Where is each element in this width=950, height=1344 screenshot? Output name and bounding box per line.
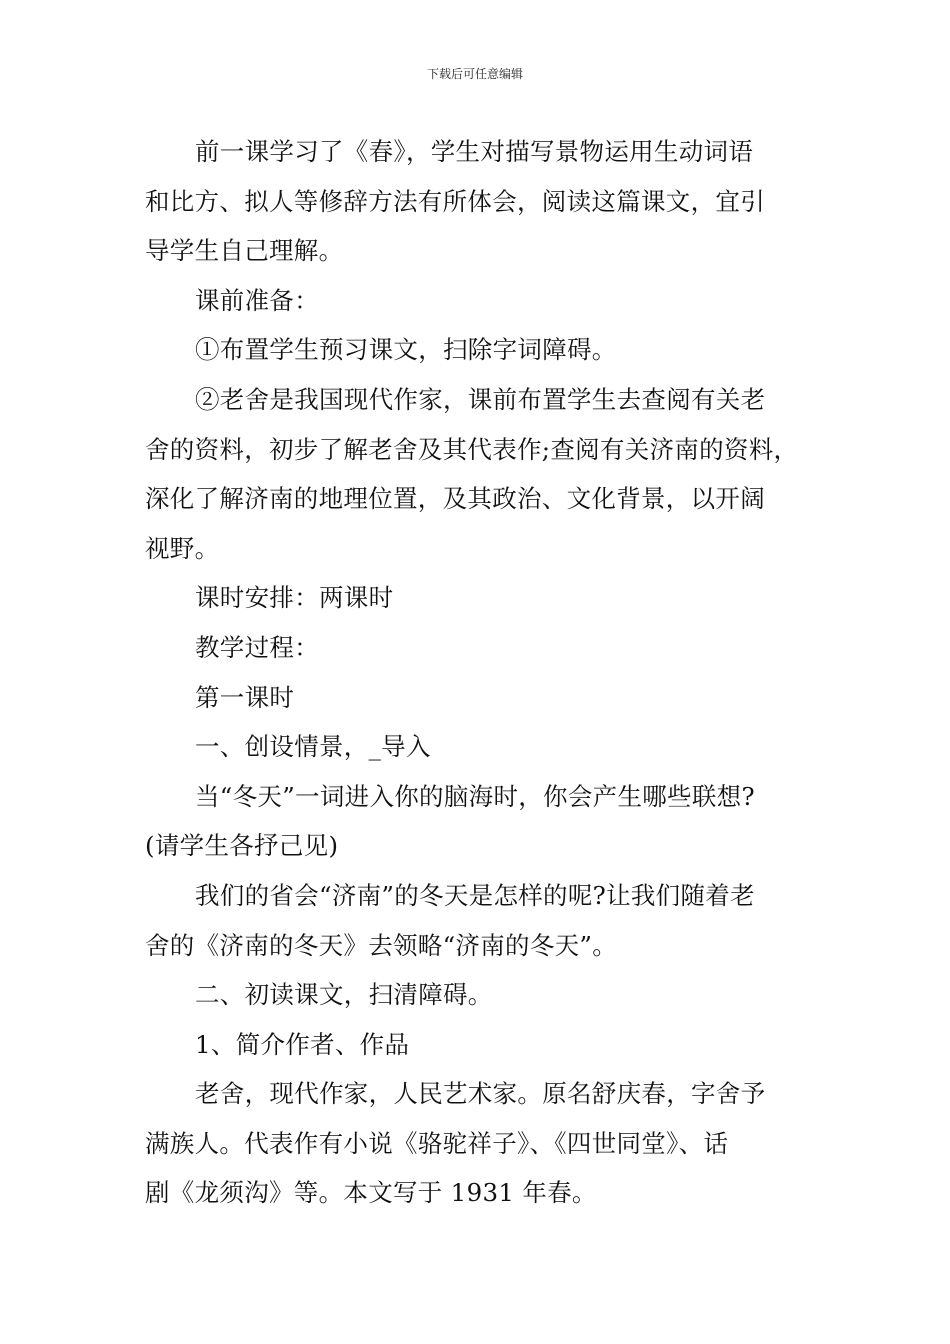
text-line: 舍的《济南的冬天》去领略“济南的冬天”。 — [145, 930, 618, 960]
section-label-first-lesson: 第一课时 — [195, 682, 295, 712]
text-line: 舍的资料，初步了解老舍及其代表作;查阅有关济南的资料， — [145, 434, 799, 464]
text-line: 老舍，现代作家，人民艺术家。原名舒庆春，字舍予 — [195, 1079, 766, 1109]
heading-two: 二、初读课文，扫清障碍。 — [195, 980, 493, 1010]
section-label-preparation: 课前准备： — [195, 285, 319, 315]
text-line: ①布置学生预习课文，扫除字词障碍。 — [195, 335, 617, 365]
page-header: 下载后可任意编辑 — [426, 67, 523, 81]
text-line: 前一课学习了《春》，学生对描写景物运用生动词语 — [195, 137, 754, 166]
text-line: 视野。 — [145, 533, 220, 563]
text-line: 我们的省会“济南”的冬天是怎样的呢?让我们随着老 — [195, 880, 755, 910]
text-line: 剧《龙须沟》等。本文写于 1931 年春。 — [145, 1178, 597, 1208]
section-label-process: 教学过程： — [195, 632, 319, 662]
text-line: 满族人。代表作有小说《骆驼祥子》、《四世同堂》、话 — [145, 1128, 729, 1158]
document-body — [145, 127, 825, 1218]
text-line: 和比方、拟人等修辞方法有所体会，阅读这篇课文，宜引 — [145, 186, 765, 216]
text-line: 当“冬天”一词进入你的脑海时，你会产生哪些联想? — [195, 781, 755, 811]
section-label-schedule: 课时安排：两课时 — [195, 583, 394, 613]
text-line: 深化了解济南的地理位置，及其政治、文化背景，以开阔 — [145, 484, 765, 514]
heading-one: 一、创设情景，_导入 — [195, 732, 431, 762]
text-line: (请学生各抒己见) — [145, 831, 339, 861]
text-line: 导学生自己理解。 — [145, 236, 344, 266]
subheading-author: 1、简介作者、作品 — [195, 1029, 410, 1059]
text-line: ②老舍是我国现代作家，课前布置学生去查阅有关老 — [195, 384, 766, 414]
